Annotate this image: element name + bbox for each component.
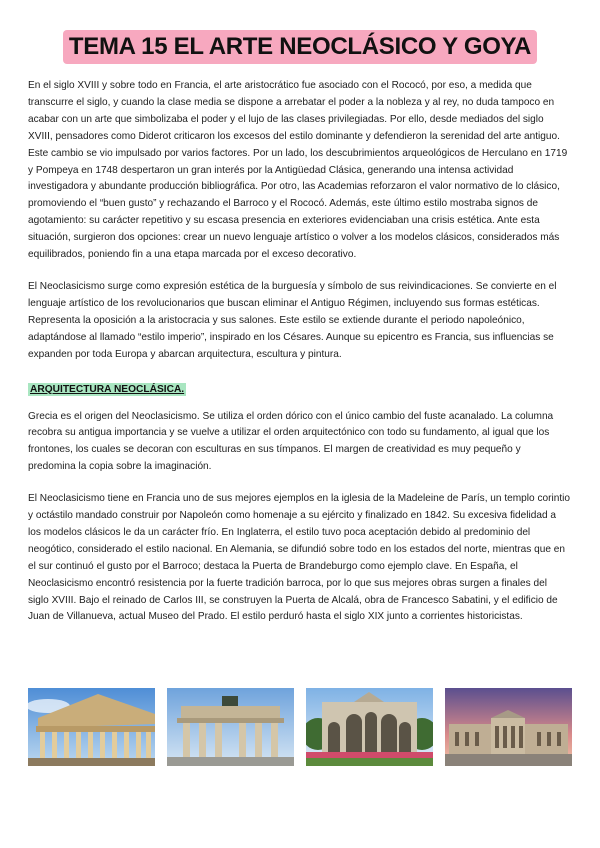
section-heading: ARQUITECTURA NEOCLÁSICA. xyxy=(30,383,185,395)
prado-museum-photo xyxy=(445,688,572,766)
madeleine-church-photo xyxy=(28,688,155,766)
intro-paragraph: En el siglo XVIII y sobre todo en Francia, el arte aristocrático fue asociado con el Rococó, por eso, a medida que transcurre el siglo, y cuando la clase media se dispone a arrebatar el poder a la nobleza y al rey, no duda tampoco en acabar con un arte que simbolizaba el poder y el lujo de las clases privilegiadas. Por ello, desde mediados del siglo XVIII, pensadores como Diderot criticaron los excesos del estilo dominante y defendieron la serenidad del arte antiguo. Este cambio se vio impulsado por varios factores. Por un lado, los descubrimientos arqueológicos de Herculano en 1719 y Pompeya en 1748 despertaron un gran interés por la Antigüedad Clásica, generando una intensa actividad investigadora y abundante producción bibliográfica. Por otro, las Academias reforzaron el valor normativo de lo clásico, promoviendo el “buen gusto” y rechazando el Barroco y el Rococó. Además, este último estilo mostraba signos de agotamiento: su carácter repetitivo y su escasa presencia en exteriores evidenciaban una crisis estética. Ante esta situación, surgieron dos opciones: crear un nuevo lenguaje artístico o volver a los modelos clásicos, considerados más equilibrados, poniendo fin a una etapa marcada por el exceso decorativo. xyxy=(28,80,568,261)
document-body xyxy=(28,78,570,641)
architecture-paragraph-1: Grecia es el origen del Neoclasicismo. Se utiliza el orden dórico con el único cambio del fuste acanalado. La columna recobra su antigua importancia y se vuelve a utilizar el orden arquitectónico con todo su fundamento, al igual que los frontones, los cuales se decoran con esculturas en sus tímpanos. El margen de creatividad es muy pequeño y predomina la copia sobre la imaginación. xyxy=(28,410,554,473)
architecture-paragraph-2: El Neoclasicismo tiene en Francia uno de sus mejores ejemplos en la iglesia de la Madeleine de París, un templo corintio y octástilo mandado construir por Napoleón como homenaje a su ejército y finalizado en 1842. Su excesiva fidelidad a los modelos clásicos le da un carácter frío. En Inglaterra, el estilo tuvo poca aceptación debido al predominio del neogótico, considerado el estilo nacional. En Alemania, se difundió sobre todo en los estados del norte, mientras que en el sur continuó el gusto por el Barroco; destaca la Puerta de Brandeburgo como ejemplo clave. En España, el Neoclasicismo encontró resistencia por la fuerte tradición barroca, por lo que sus mejores obras surgen a finales del siglo XVIII. Bajo el reinado de Carlos III, se construyen la Puerta de Alcalá, obra de Francesco Sabatini, y el edificio de Juan de Villanueva, actual Museo del Prado. El estilo perduró hasta el siglo XIX junto a corrientes historicistas. xyxy=(28,493,570,623)
brandenburg-gate-photo xyxy=(167,688,294,766)
title-container xyxy=(0,30,600,64)
puerta-de-alcala-photo xyxy=(306,688,433,766)
section-heading-wrap xyxy=(28,379,570,409)
image-strip xyxy=(28,688,572,766)
neoclassicism-paragraph: El Neoclasicismo surge como expresión estética de la burguesía y símbolo de sus reivindicaciones. Se convierte en el lenguaje artístico de los revolucionarios que buscan eliminar el Antiguo Régimen, incluyendo sus formas estéticas. Representa la oposición a la aristocracia y sus salones. Este estilo se extiende durante el periodo napoleónico, adaptándose al llamado “estilo imperio”, inspirado en los Césares. Aunque su epicentro es Francia, sus influencias se expanden por toda Europa y abarcan arquitectura, escultura y pintura. xyxy=(28,280,557,360)
page-title: TEMA 15 EL ARTE NEOCLÁSICO Y GOYA xyxy=(63,30,537,64)
